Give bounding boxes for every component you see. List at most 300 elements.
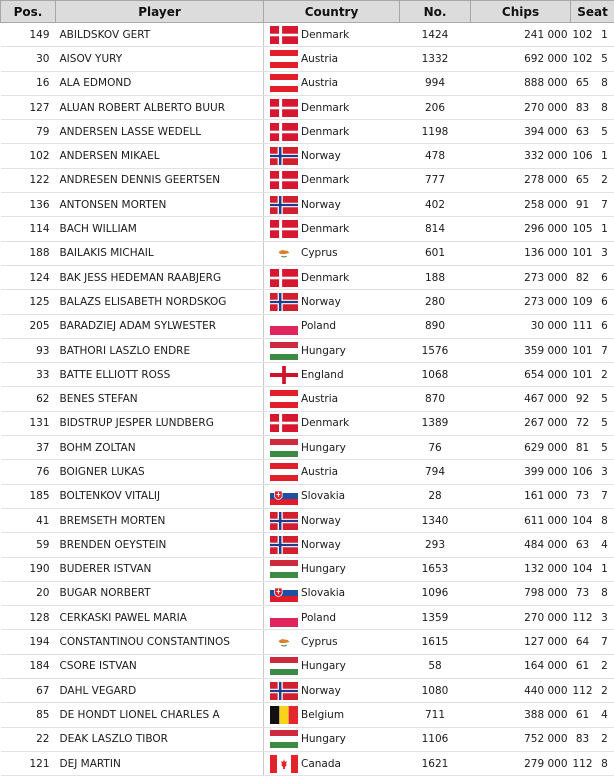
- position-cell: 79: [1, 120, 56, 144]
- country-name: Norway: [301, 514, 341, 527]
- seat-number-cell: 5: [595, 411, 614, 435]
- table-row[interactable]: [1, 533, 614, 557]
- seat-number-cell: 4: [595, 533, 614, 557]
- norway-flag: [270, 512, 298, 530]
- player-number-cell: 1080: [400, 679, 471, 703]
- player-name-cell: BOIGNER LUKAS: [56, 460, 264, 484]
- chips-cell: 484 000: [471, 533, 571, 557]
- table-number-cell: 83: [571, 727, 595, 751]
- position-cell: 22: [1, 727, 56, 751]
- table-row[interactable]: [1, 193, 614, 217]
- position-cell: 102: [1, 144, 56, 168]
- canada-flag: [270, 755, 298, 773]
- player-name-cell: BRENDEN OEYSTEIN: [56, 533, 264, 557]
- position-cell: 93: [1, 338, 56, 362]
- table-number-cell: 61: [571, 703, 595, 727]
- position-cell: 131: [1, 411, 56, 435]
- player-number-cell: 402: [400, 193, 471, 217]
- denmark-flag: [270, 123, 298, 141]
- table-number-cell: 73: [571, 581, 595, 605]
- seat-number-cell: 6: [595, 290, 614, 314]
- seat-number-cell: 4: [595, 703, 614, 727]
- seat-number-cell: 3: [595, 606, 614, 630]
- table-row[interactable]: [1, 47, 614, 71]
- chips-cell: 164 000: [471, 654, 571, 678]
- chips-cell: 692 000: [471, 47, 571, 71]
- denmark-flag: [270, 26, 298, 44]
- position-cell: 125: [1, 290, 56, 314]
- country-name: Canada: [301, 757, 341, 770]
- seat-number-cell: 2: [595, 727, 614, 751]
- seat-number-cell: 7: [595, 338, 614, 362]
- hungary-flag: [270, 657, 298, 675]
- seat-number-cell: 5: [595, 120, 614, 144]
- player-number-cell: 188: [400, 265, 471, 289]
- table-number-cell: 106: [571, 460, 595, 484]
- table-number-cell: 104: [571, 557, 595, 581]
- denmark-flag: [270, 171, 298, 189]
- player-number-cell: 777: [400, 168, 471, 192]
- table-row[interactable]: [1, 581, 614, 605]
- country-name: Norway: [301, 684, 341, 697]
- table-number-cell: 105: [571, 217, 595, 241]
- country-name: Norway: [301, 150, 341, 163]
- chips-cell: 273 000: [471, 290, 571, 314]
- country-cell: [264, 23, 400, 47]
- country-name: Austria: [301, 393, 339, 406]
- position-cell: 127: [1, 95, 56, 119]
- table-row[interactable]: [1, 95, 614, 119]
- player-number-cell: 58: [400, 654, 471, 678]
- chips-cell: 127 000: [471, 630, 571, 654]
- seat-number-cell: 7: [595, 630, 614, 654]
- country-name: Belgium: [301, 708, 345, 721]
- country-name: Slovakia: [301, 587, 346, 600]
- player-name-cell: BAILAKIS MICHAIL: [56, 241, 264, 265]
- country-cell: [264, 654, 400, 678]
- position-cell: 33: [1, 363, 56, 387]
- table-number-cell: 102: [571, 23, 595, 47]
- table-row[interactable]: [1, 290, 614, 314]
- position-cell: 85: [1, 703, 56, 727]
- chips-cell: 270 000: [471, 606, 571, 630]
- table-row[interactable]: [1, 484, 614, 508]
- chips-cell: 888 000: [471, 71, 571, 95]
- player-name-cell: ALA EDMOND: [56, 71, 264, 95]
- table-row[interactable]: [1, 606, 614, 630]
- player-name-cell: ALUAN ROBERT ALBERTO BUUR: [56, 95, 264, 119]
- player-name-cell: BALAZS ELISABETH NORDSKOG: [56, 290, 264, 314]
- table-number-cell: 106: [571, 144, 595, 168]
- table-number-cell: 72: [571, 411, 595, 435]
- table-row[interactable]: [1, 217, 614, 241]
- player-name-cell: CERKASKI PAWEL MARIA: [56, 606, 264, 630]
- player-number-cell: 28: [400, 484, 471, 508]
- player-name-cell: ANDERSEN MIKAEL: [56, 144, 264, 168]
- country-cell: [264, 387, 400, 411]
- country-cell: [264, 436, 400, 460]
- position-cell: 128: [1, 606, 56, 630]
- player-name-cell: BENES STEFAN: [56, 387, 264, 411]
- table-row[interactable]: [1, 460, 614, 484]
- seat-number-cell: 6: [595, 265, 614, 289]
- table-number-cell: 91: [571, 193, 595, 217]
- chips-cell: 394 000: [471, 120, 571, 144]
- position-cell: 124: [1, 265, 56, 289]
- table-row[interactable]: [1, 144, 614, 168]
- player-number-cell: 1615: [400, 630, 471, 654]
- player-name-cell: DE HONDT LIONEL CHARLES A: [56, 703, 264, 727]
- country-name: Hungary: [301, 441, 346, 454]
- table-row[interactable]: [1, 314, 614, 338]
- country-cell: [264, 630, 400, 654]
- player-number-cell: 1198: [400, 120, 471, 144]
- position-cell: 76: [1, 460, 56, 484]
- table-number-cell: 63: [571, 120, 595, 144]
- table-row[interactable]: [1, 168, 614, 192]
- table-number-cell: 64: [571, 630, 595, 654]
- player-number-cell: 870: [400, 387, 471, 411]
- header-chips[interactable]: Chips: [471, 1, 571, 23]
- country-cell: [264, 168, 400, 192]
- position-cell: 194: [1, 630, 56, 654]
- chips-cell: 399 000: [471, 460, 571, 484]
- player-number-cell: 1621: [400, 751, 471, 775]
- table-row[interactable]: [1, 727, 614, 751]
- table-number-cell: 73: [571, 484, 595, 508]
- country-cell: [264, 508, 400, 532]
- chips-cell: 161 000: [471, 484, 571, 508]
- table-row[interactable]: [1, 508, 614, 532]
- position-cell: 62: [1, 387, 56, 411]
- header-pos[interactable]: Pos.: [1, 1, 56, 23]
- player-name-cell: BATTE ELLIOTT ROSS: [56, 363, 264, 387]
- table-number-cell: 112: [571, 606, 595, 630]
- player-number-cell: 814: [400, 217, 471, 241]
- norway-flag: [270, 196, 298, 214]
- player-name-cell: DEJ MARTIN: [56, 751, 264, 775]
- country-name: Hungary: [301, 660, 346, 673]
- country-cell: [264, 727, 400, 751]
- seat-number-cell: 1: [595, 23, 614, 47]
- table-header-row: [1, 1, 614, 23]
- table-number-cell: 61: [571, 654, 595, 678]
- country-name: Denmark: [301, 125, 350, 138]
- seat-number-cell: 8: [595, 581, 614, 605]
- chips-cell: 258 000: [471, 193, 571, 217]
- country-cell: [264, 193, 400, 217]
- position-cell: 30: [1, 47, 56, 71]
- header-seat[interactable]: Seat: [571, 1, 614, 23]
- seat-number-cell: 7: [595, 484, 614, 508]
- table-row[interactable]: [1, 265, 614, 289]
- slovakia-flag: [270, 487, 298, 505]
- player-number-cell: 1096: [400, 581, 471, 605]
- chips-cell: 332 000: [471, 144, 571, 168]
- seat-number-cell: 2: [595, 679, 614, 703]
- country-name: Austria: [301, 465, 339, 478]
- country-name: Denmark: [301, 271, 350, 284]
- austria-flag: [270, 390, 298, 408]
- austria-flag: [270, 50, 298, 68]
- seat-number-cell: 7: [595, 193, 614, 217]
- table-row[interactable]: [1, 120, 614, 144]
- hungary-flag: [270, 342, 298, 360]
- country-cell: [264, 290, 400, 314]
- country-name: Denmark: [301, 223, 350, 236]
- country-cell: [264, 265, 400, 289]
- player-name-cell: AISOV YURY: [56, 47, 264, 71]
- table-number-cell: 65: [571, 168, 595, 192]
- table-row[interactable]: [1, 436, 614, 460]
- country-cell: [264, 217, 400, 241]
- table-number-cell: 112: [571, 751, 595, 775]
- table-number-cell: 83: [571, 95, 595, 119]
- country-cell: [264, 751, 400, 775]
- position-cell: 121: [1, 751, 56, 775]
- england-flag: [270, 366, 298, 384]
- player-number-cell: 1340: [400, 508, 471, 532]
- poland-flag: [270, 317, 298, 335]
- player-number-cell: 1068: [400, 363, 471, 387]
- header-no[interactable]: No.: [400, 1, 471, 23]
- country-name: Hungary: [301, 733, 346, 746]
- country-name: Poland: [301, 611, 337, 624]
- seat-number-cell: 5: [595, 47, 614, 71]
- table-row[interactable]: [1, 363, 614, 387]
- position-cell: 20: [1, 581, 56, 605]
- table-number-cell: 92: [571, 387, 595, 411]
- position-cell: 122: [1, 168, 56, 192]
- position-cell: 16: [1, 71, 56, 95]
- table-row[interactable]: [1, 411, 614, 435]
- table-row[interactable]: [1, 23, 614, 47]
- player-name-cell: ABILDSKOV GERT: [56, 23, 264, 47]
- norway-flag: [270, 536, 298, 554]
- position-cell: 41: [1, 508, 56, 532]
- table-number-cell: 81: [571, 436, 595, 460]
- table-row[interactable]: [1, 387, 614, 411]
- table-number-cell: 82: [571, 265, 595, 289]
- denmark-flag: [270, 269, 298, 287]
- table-row[interactable]: [1, 630, 614, 654]
- country-cell: [264, 679, 400, 703]
- country-name: Hungary: [301, 344, 346, 357]
- player-name-cell: BACH WILLIAM: [56, 217, 264, 241]
- table-row[interactable]: [1, 241, 614, 265]
- player-number-cell: 711: [400, 703, 471, 727]
- country-name: England: [301, 368, 344, 381]
- country-cell: [264, 581, 400, 605]
- country-name: Norway: [301, 295, 341, 308]
- seat-number-cell: 3: [595, 460, 614, 484]
- player-name-cell: CONSTANTINOU CONSTANTINOS: [56, 630, 264, 654]
- player-number-cell: 601: [400, 241, 471, 265]
- country-cell: [264, 120, 400, 144]
- chips-cell: 273 000: [471, 265, 571, 289]
- player-name-cell: ANDRESEN DENNIS GEERTSEN: [56, 168, 264, 192]
- poland-flag: [270, 609, 298, 627]
- norway-flag: [270, 147, 298, 165]
- country-cell: [264, 460, 400, 484]
- player-name-cell: DEAK LASZLO TIBOR: [56, 727, 264, 751]
- country-name: Austria: [301, 52, 339, 65]
- seat-number-cell: 5: [595, 436, 614, 460]
- seat-number-cell: 8: [595, 71, 614, 95]
- player-number-cell: 994: [400, 71, 471, 95]
- chips-cell: 267 000: [471, 411, 571, 435]
- player-number-cell: 1576: [400, 338, 471, 362]
- position-cell: 184: [1, 654, 56, 678]
- table-number-cell: 109: [571, 290, 595, 314]
- player-name-cell: BOLTENKOV VITALIJ: [56, 484, 264, 508]
- position-cell: 59: [1, 533, 56, 557]
- header-player[interactable]: Player: [56, 1, 264, 23]
- player-name-cell: ANDERSEN LASSE WEDELL: [56, 120, 264, 144]
- chips-cell: 798 000: [471, 581, 571, 605]
- player-name-cell: DAHL VEGARD: [56, 679, 264, 703]
- table-row[interactable]: [1, 654, 614, 678]
- seat-number-cell: 2: [595, 363, 614, 387]
- cyprus-flag: [270, 633, 298, 651]
- position-cell: 37: [1, 436, 56, 460]
- country-name: Norway: [301, 198, 341, 211]
- position-cell: 149: [1, 23, 56, 47]
- player-number-cell: 1106: [400, 727, 471, 751]
- player-number-cell: 1332: [400, 47, 471, 71]
- country-cell: [264, 47, 400, 71]
- player-name-cell: BUGAR NORBERT: [56, 581, 264, 605]
- player-name-cell: BAK JESS HEDEMAN RAABJERG: [56, 265, 264, 289]
- slovakia-flag: [270, 584, 298, 602]
- position-cell: 205: [1, 314, 56, 338]
- country-name: Norway: [301, 538, 341, 551]
- seat-number-cell: 3: [595, 241, 614, 265]
- denmark-flag: [270, 99, 298, 117]
- country-cell: [264, 144, 400, 168]
- table-row[interactable]: [1, 557, 614, 581]
- player-number-cell: 1389: [400, 411, 471, 435]
- player-number-cell: 1359: [400, 606, 471, 630]
- player-number-cell: 293: [400, 533, 471, 557]
- player-number-cell: 1424: [400, 23, 471, 47]
- hungary-flag: [270, 560, 298, 578]
- seat-number-cell: 1: [595, 557, 614, 581]
- player-name-cell: ANTONSEN MORTEN: [56, 193, 264, 217]
- player-name-cell: BUDERER ISTVAN: [56, 557, 264, 581]
- chips-cell: 132 000: [471, 557, 571, 581]
- country-cell: [264, 314, 400, 338]
- table-row[interactable]: [1, 679, 614, 703]
- chips-cell: 440 000: [471, 679, 571, 703]
- austria-flag: [270, 463, 298, 481]
- player-name-cell: BREMSETH MORTEN: [56, 508, 264, 532]
- position-cell: 188: [1, 241, 56, 265]
- country-cell: [264, 241, 400, 265]
- table-row[interactable]: [1, 751, 614, 775]
- chips-cell: 629 000: [471, 436, 571, 460]
- country-cell: [264, 533, 400, 557]
- denmark-flag: [270, 414, 298, 432]
- country-cell: [264, 703, 400, 727]
- country-cell: [264, 95, 400, 119]
- table-body: [1, 23, 614, 776]
- cyprus-flag: [270, 244, 298, 262]
- country-name: Slovakia: [301, 490, 346, 503]
- table-number-cell: 101: [571, 363, 595, 387]
- country-name: Poland: [301, 320, 337, 333]
- position-cell: 136: [1, 193, 56, 217]
- player-number-cell: 1653: [400, 557, 471, 581]
- chips-cell: 467 000: [471, 387, 571, 411]
- chips-cell: 296 000: [471, 217, 571, 241]
- chips-cell: 611 000: [471, 508, 571, 532]
- table-number-cell: 102: [571, 47, 595, 71]
- player-number-cell: 206: [400, 95, 471, 119]
- header-country[interactable]: Country: [264, 1, 400, 23]
- table-row[interactable]: [1, 703, 614, 727]
- seat-number-cell: 2: [595, 654, 614, 678]
- seat-number-cell: 6: [595, 314, 614, 338]
- chips-cell: 654 000: [471, 363, 571, 387]
- chips-cell: 279 000: [471, 751, 571, 775]
- player-name-cell: BARADZIEJ ADAM SYLWESTER: [56, 314, 264, 338]
- country-name: Denmark: [301, 174, 350, 187]
- norway-flag: [270, 293, 298, 311]
- player-name-cell: BOHM ZOLTAN: [56, 436, 264, 460]
- country-cell: [264, 363, 400, 387]
- country-name: Cyprus: [301, 247, 338, 260]
- hungary-flag: [270, 730, 298, 748]
- chips-cell: 241 000: [471, 23, 571, 47]
- player-name-cell: BATHORI LASZLO ENDRE: [56, 338, 264, 362]
- table-row[interactable]: [1, 71, 614, 95]
- chips-cell: 388 000: [471, 703, 571, 727]
- austria-flag: [270, 74, 298, 92]
- country-name: Austria: [301, 77, 339, 90]
- country-name: Cyprus: [301, 636, 338, 649]
- chips-cell: 359 000: [471, 338, 571, 362]
- norway-flag: [270, 682, 298, 700]
- country-cell: [264, 338, 400, 362]
- denmark-flag: [270, 220, 298, 238]
- player-number-cell: 794: [400, 460, 471, 484]
- chips-cell: 30 000: [471, 314, 571, 338]
- country-name: Denmark: [301, 417, 350, 430]
- position-cell: 185: [1, 484, 56, 508]
- table-number-cell: 63: [571, 533, 595, 557]
- table-number-cell: 104: [571, 508, 595, 532]
- country-name: Denmark: [301, 28, 350, 41]
- seat-number-cell: 1: [595, 144, 614, 168]
- table-number-cell: 112: [571, 679, 595, 703]
- country-cell: [264, 557, 400, 581]
- player-number-cell: 76: [400, 436, 471, 460]
- position-cell: 67: [1, 679, 56, 703]
- country-name: Hungary: [301, 563, 346, 576]
- seat-number-cell: 5: [595, 387, 614, 411]
- country-cell: [264, 484, 400, 508]
- seat-number-cell: 1: [595, 217, 614, 241]
- player-number-cell: 890: [400, 314, 471, 338]
- chips-cell: 752 000: [471, 727, 571, 751]
- seat-number-cell: 2: [595, 168, 614, 192]
- table-number-cell: 111: [571, 314, 595, 338]
- table-row[interactable]: [1, 338, 614, 362]
- seat-number-cell: 8: [595, 751, 614, 775]
- table-number-cell: 101: [571, 241, 595, 265]
- hungary-flag: [270, 439, 298, 457]
